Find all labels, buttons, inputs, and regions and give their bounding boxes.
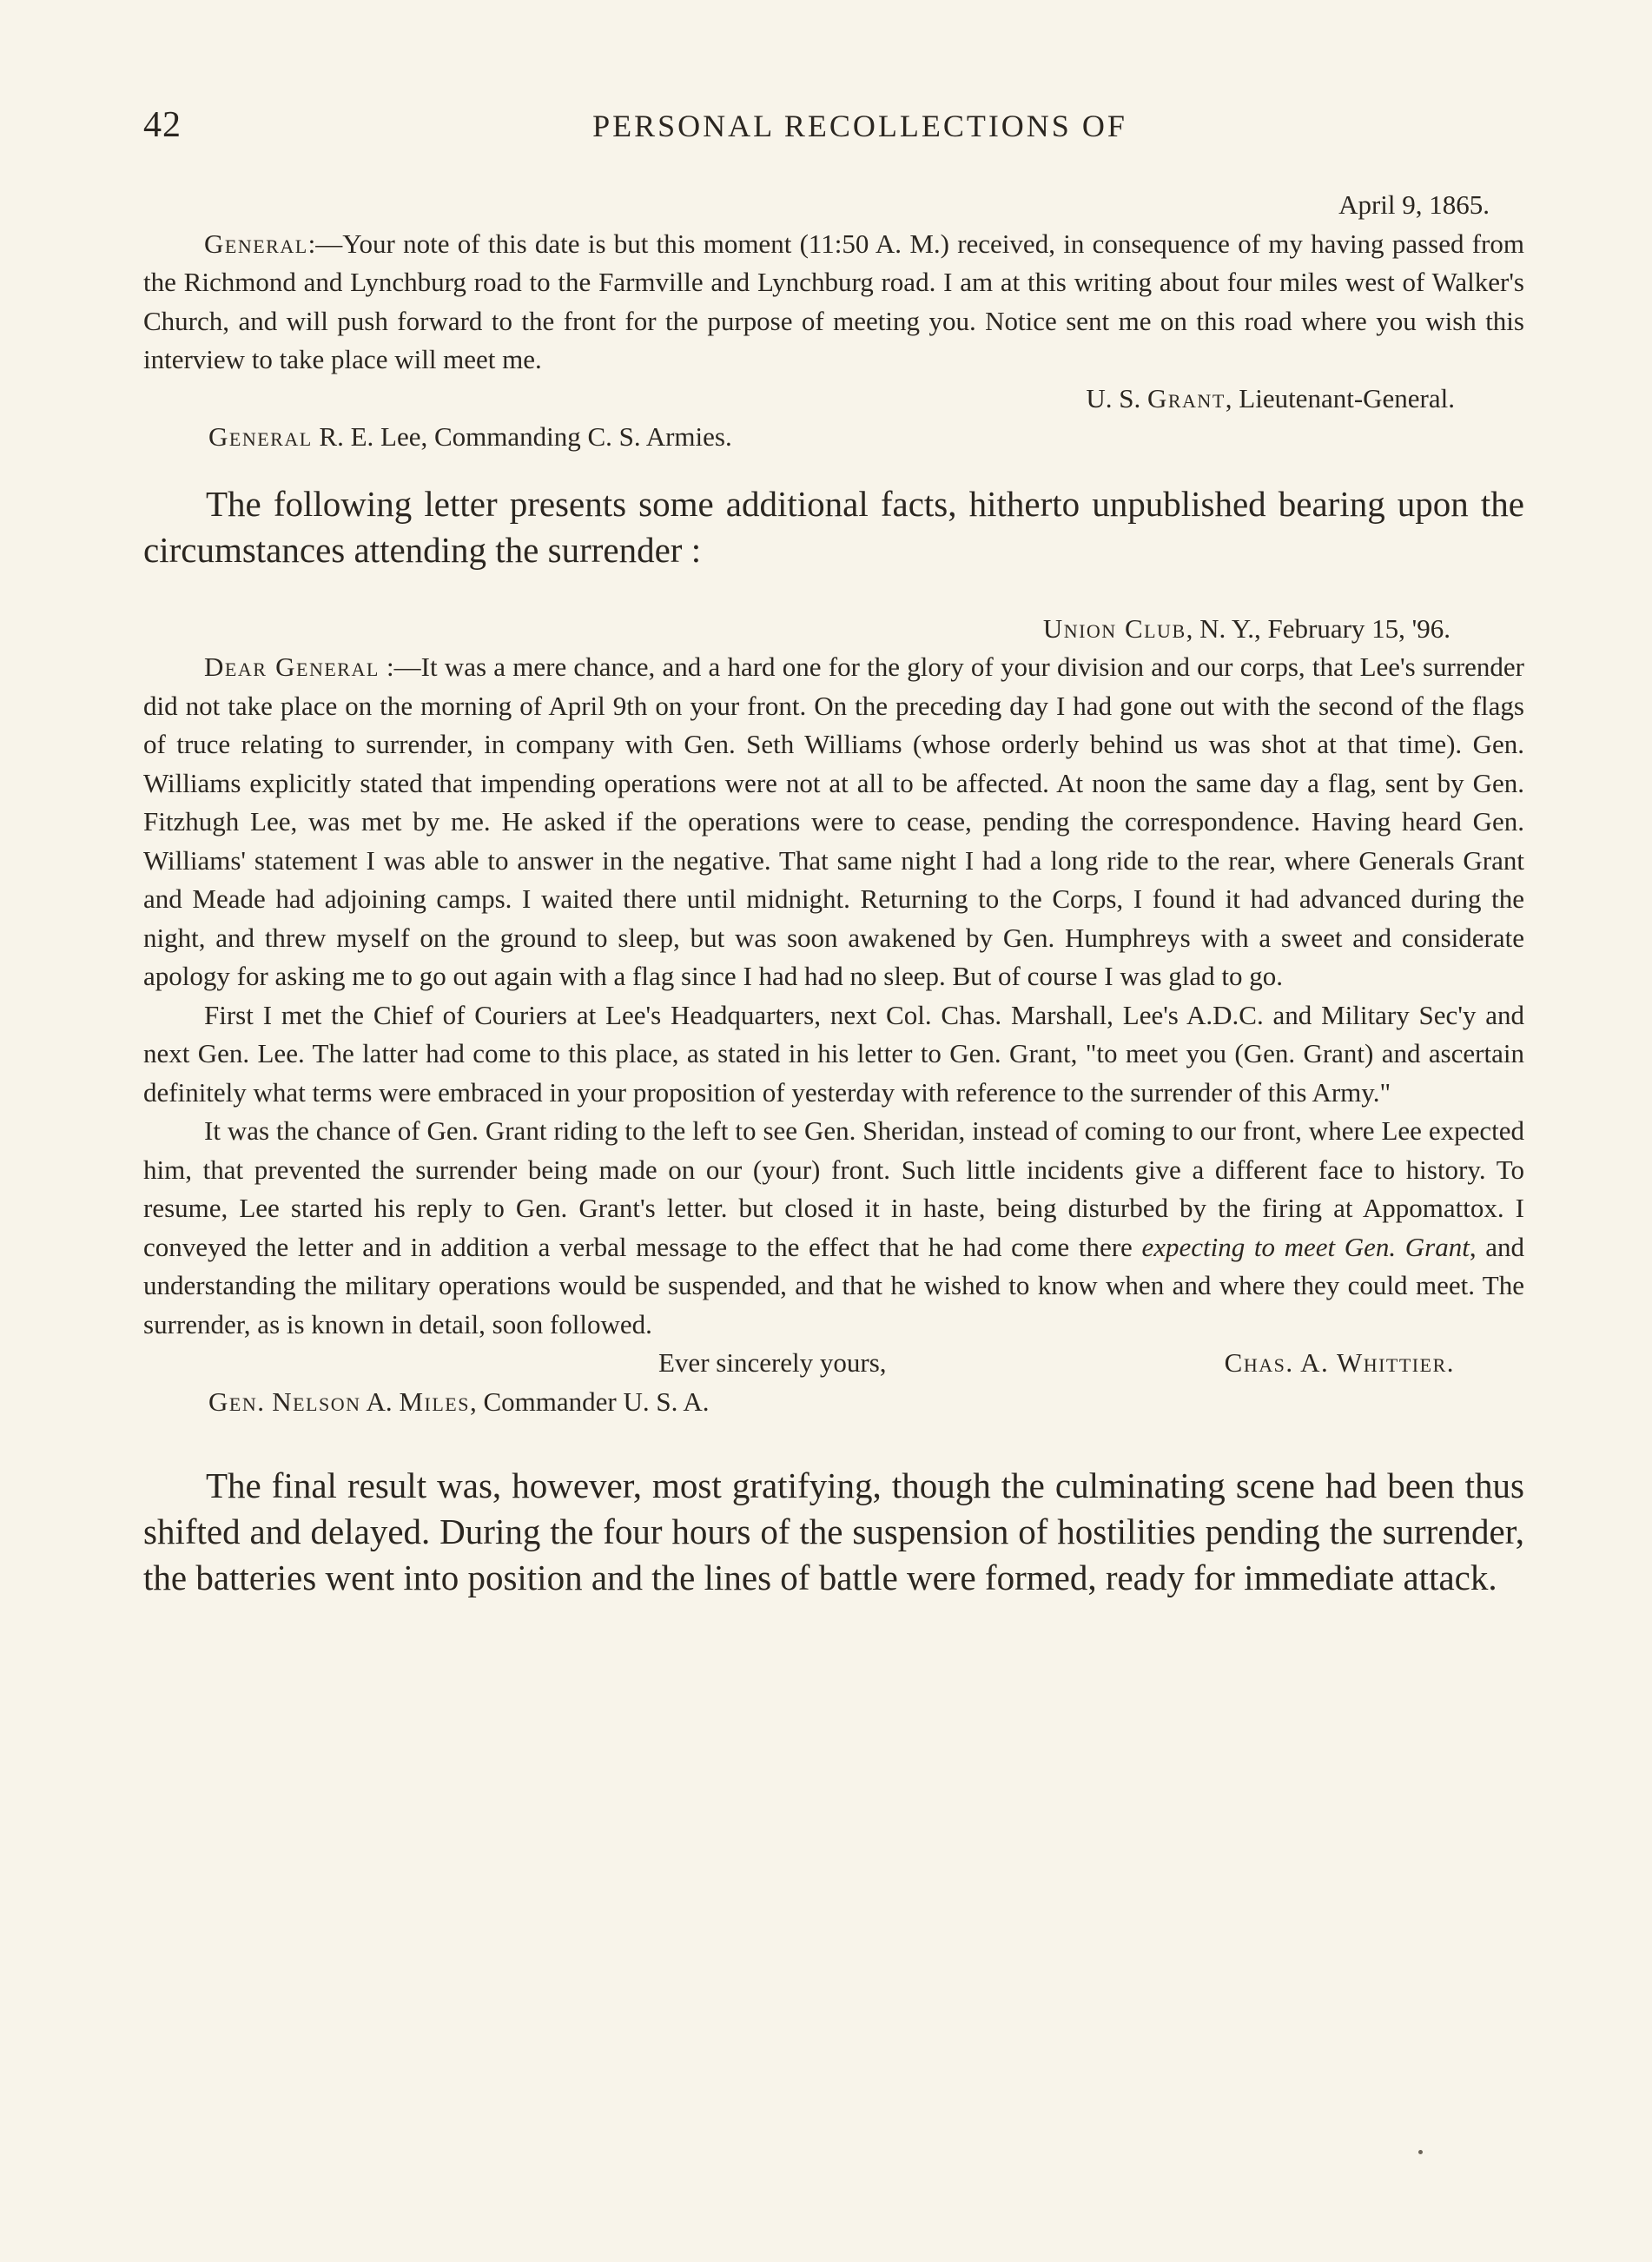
- final-paragraph: The final result was, however, most gratifying, though the culminating scene had been thus shifted and delayed. During the four hours of the suspension of hostilities pending the surrender, the batteries went into position and the lines of battle were formed, ready for immediate attack.: [143, 1465, 1524, 1597]
- grant-signature-initials: U. S.: [1086, 382, 1141, 413]
- whittier-paragraph-3-italic: expecting to meet Gen. Grant: [1141, 1231, 1470, 1262]
- whittier-dateline-club: Union Club: [1042, 612, 1186, 644]
- whittier-dateline: [143, 610, 1524, 649]
- grant-addressee-title: General: [208, 421, 313, 452]
- running-head: [143, 104, 1524, 156]
- grant-letter: [143, 186, 1524, 457]
- page-number: 42: [143, 105, 182, 145]
- whittier-addressee: [143, 1383, 1524, 1422]
- grant-letter-date: April 9, 1865.: [1338, 189, 1490, 220]
- whittier-signature: Chas. A. Whittier.: [1224, 1347, 1455, 1378]
- grant-signature-name: Grant: [1146, 382, 1226, 413]
- whittier-addressee-title: , Commander U. S. A.: [469, 1386, 710, 1417]
- grant-letter-addressee: [143, 418, 1524, 457]
- whittier-closing-phrase: Ever sincerely yours,: [658, 1347, 887, 1378]
- whittier-paragraph-1: [143, 648, 1524, 996]
- grant-addressee-name: R. E. Lee, Commanding C. S. Armies.: [319, 421, 732, 452]
- whittier-addressee-rank: Gen.: [208, 1386, 266, 1417]
- whittier-paragraph-2: First I met the Chief of Couriers at Lee's Headquarters, next Col. Chas. Marshall, Lee's A.D.C. and Military Sec'y and next Gen. Lee. The latter had come to this place, as stated in his letter to Gen. Grant, "to meet you (Gen. Grant) and ascertain definitely what terms were embraced in your proposition of yesterday with reference to the surrender of this Army.": [143, 999, 1524, 1108]
- whittier-paragraph-1-text: :—It was a mere chance, and a hard one for the glory of your division and our corps, that Lee's surrender did not take place on the morning of April 9th on your front. On the preceding day I had gone out with the second of the flags of truce relating to surrender, in company with Gen. Seth Williams (whose orderly behind us was shot at that time). Gen. Williams explicitly stated that impending operations were not at all to be affected. At noon the same day a flag, sent by Gen. Fitzhugh Lee, was met by me. He asked if the operations were to cease, pending the correspondence. Having heard Gen. Williams' statement I was able to answer in the negative. That same night I had a long ride to the rear, where Generals Grant and Meade had adjoining camps. I waited there until midnight. Returning to the Corps, I found it had advanced during the night, and threw myself on the ground to sleep, but was soon awakened by Gen. Humphreys with a sweet and considerate apology for asking me to go out again with a flag since I had had no sleep. But of course I was glad to go.: [143, 651, 1524, 991]
- whittier-addressee-surname: Miles: [399, 1386, 470, 1417]
- whittier-salutation: Dear General: [204, 651, 380, 682]
- grant-signature: [143, 380, 1524, 419]
- intro-paragraph: The following letter presents some additional facts, hitherto unpublished bearing upon the circumstances attending the surrender :: [143, 483, 1524, 570]
- whittier-paragraph-3-text: It was the chance of Gen. Grant riding to the left to see Gen. Sheridan, instead of coming to our front, where Lee expected him, that prevented the surrender being made on our (your) front. Such little incidents give a different face to history. To resume, Lee started his reply to Gen. Grant's letter. but closed it in haste, being disturbed by the firing at Appomattox. I conveyed the letter and in addition a verbal message to the effect that he had come there: [143, 1115, 1524, 1262]
- grant-signature-rank: , Lieutenant-General.: [1225, 382, 1455, 413]
- whittier-addressee-initial: A.: [366, 1386, 393, 1417]
- book-page: [143, 104, 1524, 1601]
- whittier-addressee-first-name: Nelson: [272, 1386, 361, 1417]
- grant-letter-salutation: General: [204, 228, 308, 259]
- whittier-paragraph-3-ending: , and understanding the military operations would be suspended, and that he wished to know when and where they could meet. The surrender, as is known in detail, soon followed.: [143, 1231, 1524, 1339]
- page-speck: [1418, 2150, 1423, 2154]
- whittier-closing: [143, 1344, 1524, 1383]
- grant-letter-text: :—Your note of this date is but this moment (11:50 A. M.) received, in consequence of my having passed from the Richmond and Lynchburg road to the Farmville and Lynchburg road. I am at this writing about four miles west of Walker's Church, and will push forward to the front for the purpose of meeting you. Notice sent me on this road where you wish this interview to take place will meet me.: [143, 228, 1524, 374]
- whittier-paragraph-3: [143, 1112, 1524, 1344]
- whittier-letter: [143, 610, 1524, 1422]
- grant-letter-body: [143, 225, 1524, 380]
- whittier-dateline-date: , N. Y., February 15, '96.: [1186, 612, 1450, 644]
- running-title: PERSONAL RECOLLECTIONS OF: [592, 109, 1127, 143]
